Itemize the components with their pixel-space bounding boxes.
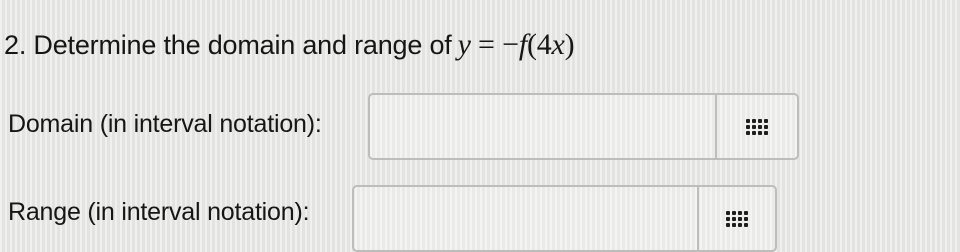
- domain-input[interactable]: [370, 95, 717, 158]
- equation-x: x: [551, 28, 565, 61]
- equation-f: f: [518, 28, 527, 61]
- domain-answer-field: [368, 93, 799, 160]
- question-text: 2. Determine the domain and range of: [4, 30, 452, 60]
- question-prompt: [4, 28, 574, 62]
- range-label: Range (in interval notation):: [8, 198, 310, 226]
- question-equation: [458, 28, 575, 61]
- range-answer-field: [352, 185, 777, 252]
- equation-negative: −: [502, 28, 519, 61]
- keypad-grid-icon: [726, 211, 748, 227]
- equation-y: y: [457, 28, 471, 61]
- equation-close-paren: ): [564, 28, 575, 61]
- domain-label: Domain (in interval notation):: [8, 110, 322, 138]
- equation-argument: (4: [526, 28, 552, 61]
- equation-equals: =: [478, 28, 495, 61]
- domain-keypad-button[interactable]: [717, 95, 797, 158]
- range-input[interactable]: [354, 187, 699, 250]
- range-keypad-button[interactable]: [699, 187, 775, 250]
- keypad-grid-icon: [746, 119, 768, 135]
